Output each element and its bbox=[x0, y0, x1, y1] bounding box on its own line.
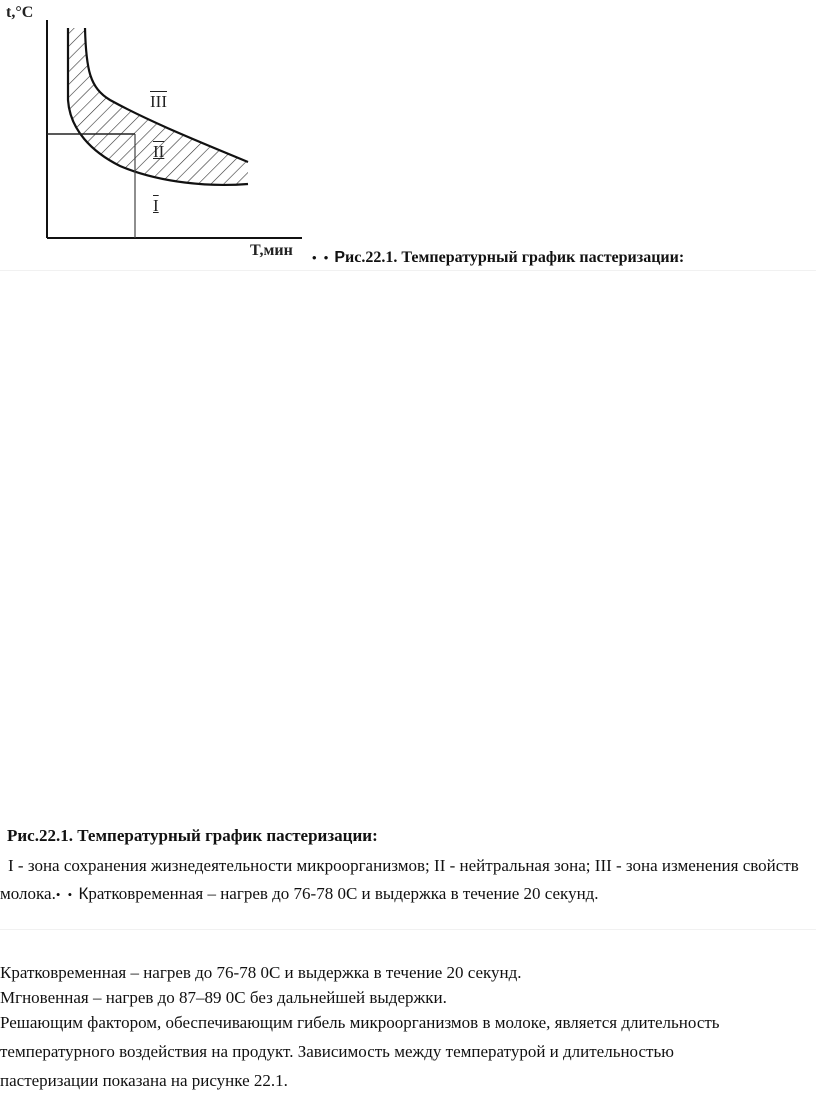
figure-caption: Рис.22.1. Температурный график пастеризации: bbox=[7, 826, 378, 845]
legend-text-4: ратковременная – нагрев до 76-78 0С и выдержка в течение 20 секунд. bbox=[88, 884, 599, 903]
divider-2 bbox=[0, 929, 816, 930]
roman-1: I bbox=[8, 856, 14, 875]
bullet-icons-legend: • • bbox=[55, 887, 75, 902]
zone-label-ii: II bbox=[153, 142, 165, 161]
roman-3: III bbox=[594, 856, 612, 875]
roman-2: II bbox=[434, 856, 446, 875]
body-line-5: пастеризации показана на рисунке 22.1. bbox=[0, 1071, 288, 1090]
legend-lead-letter: К bbox=[78, 884, 89, 903]
y-axis-label: t,°C bbox=[6, 4, 34, 21]
legend-text-3: - зона изменения свойств молока. bbox=[0, 856, 799, 903]
zone-label-iii: $\overline{III}$ bbox=[150, 92, 167, 111]
bullet-icons: • • bbox=[312, 250, 331, 265]
body-line-1: Кратковременная – нагрев до 76-78 0С и выдержка в течение 20 секунд. bbox=[0, 963, 522, 982]
pasteurization-temperature-graph bbox=[0, 0, 330, 270]
divider bbox=[0, 270, 816, 271]
figure-legend bbox=[0, 852, 800, 909]
zone-label-i: I bbox=[153, 196, 159, 215]
body-line-4: температурного воздействия на продукт. Зависимость между температурой и длительностью bbox=[0, 1042, 674, 1061]
legend-text-1: - зона сохранения жизнедеятельности микроорганизмов; bbox=[13, 856, 435, 875]
caption-lead-letter: Р bbox=[334, 249, 346, 266]
body-line-3: Решающим фактором, обеспечивающим гибель микроорганизмов в молоке, является длительность bbox=[0, 1013, 720, 1032]
body-line-2: Мгновенная – нагрев до 87–89 0С без дальнейшей выдержки. bbox=[0, 988, 447, 1007]
x-axis-label: T,мин bbox=[250, 242, 293, 259]
body-text bbox=[0, 960, 816, 1093]
legend-text-2: - нейтральная зона; bbox=[445, 856, 595, 875]
caption-text: ис.22.1. Температурный график пастеризации: bbox=[345, 249, 685, 266]
figure-caption-inline bbox=[312, 249, 684, 267]
